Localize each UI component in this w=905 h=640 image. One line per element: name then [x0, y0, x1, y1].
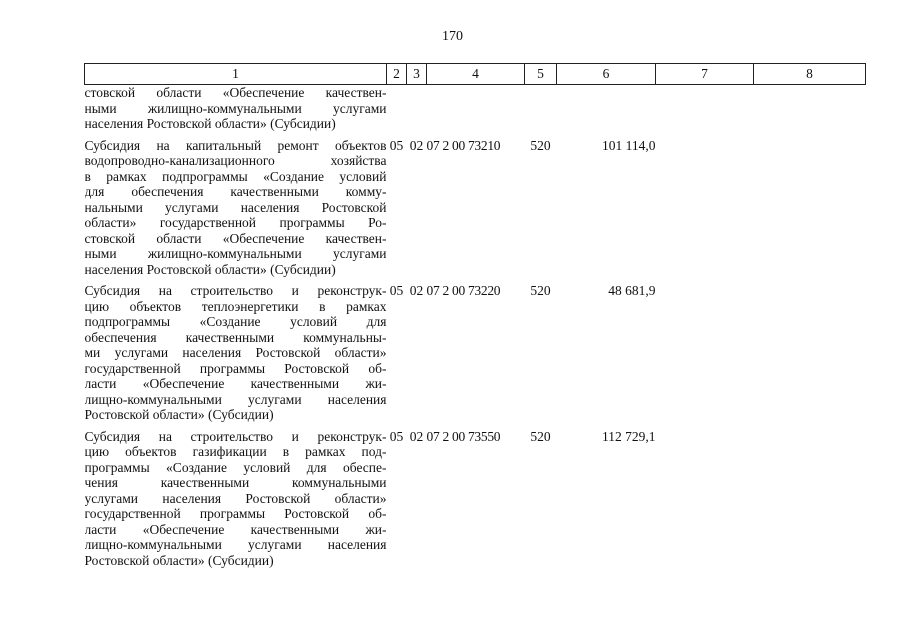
description-line: Ростовской области» (Субсидии): [84, 552, 274, 568]
header-col-8: 8: [754, 64, 866, 85]
table-row: [85, 85, 866, 138]
description-line: ными жилищно-коммунальными услугами: [84, 246, 387, 261]
amount-value: [557, 85, 656, 138]
description-line: услугами населения Ростовской области»: [84, 490, 387, 506]
table-header-row: [85, 64, 866, 85]
col-8-value: [754, 429, 866, 575]
row-description: [85, 283, 387, 429]
col-7-value: [656, 283, 754, 429]
table-row: [85, 429, 866, 575]
description-line: лищно-коммунальными услугами населения: [84, 537, 387, 552]
description-line: нальными услугами населения Ростовской: [84, 199, 387, 215]
description-line: лищно-коммунальными услугами населения: [84, 391, 387, 407]
target-article-code: 07 2 00 73550: [426, 428, 501, 444]
col-8-value: [754, 283, 866, 429]
budget-table: [84, 63, 866, 574]
subsection-code: [407, 85, 427, 138]
expense-type-code: 520: [530, 428, 551, 444]
section-code: 05: [389, 428, 404, 444]
description-line: программы «Создание условий для обеспе-: [84, 459, 387, 475]
description-line: ласти «Обеспечение качественными жи-: [84, 521, 387, 537]
amount-value: 48 681,9: [608, 283, 656, 298]
description-line: цию объектов теплоэнергетики в рамках: [84, 298, 387, 314]
col-8-value: [754, 138, 866, 284]
header-col-4: 4: [427, 64, 525, 85]
description-line: обеспечения качественными коммунальны-: [84, 329, 387, 345]
description-line: цию объектов газификации в рамках под-: [84, 444, 387, 459]
expense-type-code: [525, 85, 557, 138]
header-col-3: 3: [407, 64, 427, 85]
description-line: государственной программы Ростовской об-: [84, 506, 387, 521]
table-row: [85, 283, 866, 429]
header-col-7: 7: [656, 64, 754, 85]
row-description: [85, 85, 387, 138]
description-line: водопроводно-канализационного хозяйства: [84, 153, 387, 168]
description-line: Субсидия на строительство и реконструк-: [84, 428, 387, 444]
table-row: [85, 138, 866, 284]
col-8-value: [754, 85, 866, 138]
amount-value: 112 729,1: [602, 428, 656, 444]
description-line: стовской области «Обеспечение качествен-: [84, 230, 387, 246]
row-description: [85, 138, 387, 284]
header-col-2: 2: [387, 64, 407, 85]
description-line: для обеспечения качественными комму-: [84, 184, 387, 199]
section-code: [387, 85, 407, 138]
description-line: государственной программы Ростовской об-: [84, 360, 387, 376]
expense-type-code: 520: [530, 137, 551, 153]
description-line: чения качественными коммунальными: [84, 475, 387, 490]
subsection-code: 02: [409, 428, 424, 444]
section-code: 05: [389, 137, 404, 153]
expense-type-code: 520: [530, 283, 551, 298]
description-line: стовской области «Обеспечение качествен-: [84, 85, 387, 100]
section-code: 05: [389, 283, 404, 298]
description-line: Субсидия на строительство и реконструк-: [84, 283, 387, 298]
table-body: [85, 85, 866, 575]
target-article-code: 07 2 00 73210: [426, 137, 501, 153]
header-col-5: 5: [525, 64, 557, 85]
subsection-code: 02: [409, 283, 424, 298]
description-line: Ростовской области» (Субсидии): [84, 407, 274, 422]
description-line: населения Ростовской области» (Субсидии): [84, 116, 336, 131]
amount-value: 101 114,0: [602, 137, 656, 153]
description-line: ласти «Обеспечение качественными жи-: [84, 376, 387, 391]
page-number: 170: [442, 29, 463, 44]
description-line: области» государственной программы Ро-: [84, 215, 387, 230]
subsection-code: 02: [409, 137, 424, 153]
description-line: населения Ростовской области» (Субсидии): [84, 261, 336, 277]
description-line: Субсидия на капитальный ремонт объектов: [84, 137, 387, 153]
col-7-value: [656, 429, 754, 575]
target-article-code: 07 2 00 73220: [426, 283, 501, 298]
description-line: ными жилищно-коммунальными услугами: [84, 100, 387, 116]
col-7-value: [656, 138, 754, 284]
description-line: подпрограммы «Создание условий для: [84, 314, 387, 329]
row-description: [85, 429, 387, 575]
header-col-1: 1: [85, 64, 387, 85]
col-7-value: [656, 85, 754, 138]
target-article-code: [427, 85, 525, 138]
description-line: ми услугами населения Ростовской области»: [84, 345, 387, 360]
description-line: в рамках подпрограммы «Создание условий: [84, 168, 387, 184]
header-col-6: 6: [557, 64, 656, 85]
